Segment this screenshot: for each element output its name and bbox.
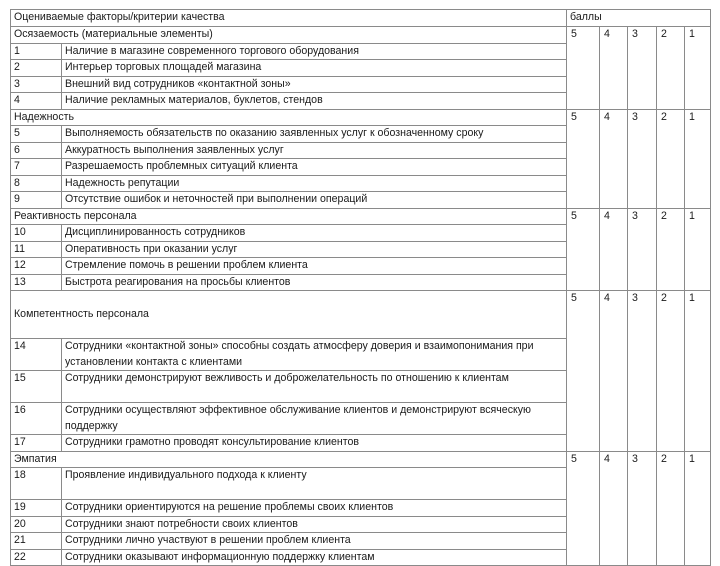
group-title: Реактивность персонала [11,208,567,225]
item-text: Сотрудники знают потребности своих клиентов [62,516,567,533]
item-number: 21 [11,533,62,550]
item-text: Выполняемость обязательств по оказанию заявленных услуг к обозначенному сроку [62,126,567,143]
score-2: 2 [657,208,685,291]
group-title: Надежность [11,109,567,126]
item-number: 2 [11,60,62,77]
item-number: 22 [11,549,62,566]
score-4: 4 [600,27,628,110]
item-text: Наличие рекламных материалов, буклетов, стендов [62,93,567,110]
item-text: Интерьер торговых площадей магазина [62,60,567,77]
group-row [11,27,711,44]
group-row [11,451,711,468]
item-text: Отсутствие ошибок и неточностей при выполнении операций [62,192,567,209]
item-number: 14 [11,339,62,371]
score-3: 3 [628,291,657,452]
item-text: Оперативность при оказании услуг [62,241,567,258]
item-number: 6 [11,142,62,159]
score-5: 5 [567,27,600,110]
item-text: Аккуратность выполнения заявленных услуг [62,142,567,159]
score-1: 1 [685,27,711,110]
item-text: Проявление индивидуального подхода к клиенту [62,468,567,500]
score-3: 3 [628,109,657,208]
item-text: Стремление помочь в решении проблем клиента [62,258,567,275]
score-2: 2 [657,291,685,452]
item-number: 9 [11,192,62,209]
item-number: 5 [11,126,62,143]
score-5: 5 [567,208,600,291]
item-number: 19 [11,500,62,517]
group-title: Осязаемость (материальные элементы) [11,27,567,44]
score-4: 4 [600,451,628,566]
score-5: 5 [567,451,600,566]
score-4: 4 [600,109,628,208]
item-number: 12 [11,258,62,275]
item-number: 8 [11,175,62,192]
score-3: 3 [628,27,657,110]
score-1: 1 [685,208,711,291]
item-text: Быстрота реагирования на просьбы клиентов [62,274,567,291]
score-1: 1 [685,109,711,208]
item-text: Наличие в магазине современного торгового оборудования [62,43,567,60]
score-4: 4 [600,208,628,291]
group-title: Компетентность персонала [11,291,567,339]
group-row [11,109,711,126]
item-number: 3 [11,76,62,93]
item-text: Надежность репутации [62,175,567,192]
item-number: 4 [11,93,62,110]
item-number: 20 [11,516,62,533]
quality-criteria-table [10,9,711,566]
score-2: 2 [657,451,685,566]
item-text: Дисциплинированность сотрудников [62,225,567,242]
score-2: 2 [657,27,685,110]
item-number: 15 [11,371,62,403]
item-text: Сотрудники осуществляют эффективное обслуживание клиентов и демонстрируют всяческую поддержку [62,403,567,435]
group-title: Эмпатия [11,451,567,468]
item-text: Сотрудники демонстрируют вежливость и доброжелательность по отношению к клиентам [62,371,567,403]
score-4: 4 [600,291,628,452]
item-text: Сотрудники оказывают информационную поддержку клиентам [62,549,567,566]
item-text: Разрешаемость проблемных ситуаций клиента [62,159,567,176]
item-number: 13 [11,274,62,291]
score-3: 3 [628,451,657,566]
score-header: баллы [567,10,711,27]
group-row [11,208,711,225]
item-number: 7 [11,159,62,176]
item-number: 11 [11,241,62,258]
item-number: 10 [11,225,62,242]
item-number: 1 [11,43,62,60]
item-number: 18 [11,468,62,500]
score-5: 5 [567,291,600,452]
item-text: Сотрудники грамотно проводят консультирование клиентов [62,435,567,452]
item-text: Сотрудники ориентируются на решение проблемы своих клиентов [62,500,567,517]
score-1: 1 [685,451,711,566]
score-1: 1 [685,291,711,452]
score-3: 3 [628,208,657,291]
item-number: 16 [11,403,62,435]
criteria-header: Оцениваемые факторы/критерии качества [11,10,567,27]
group-row [11,291,711,339]
score-5: 5 [567,109,600,208]
score-2: 2 [657,109,685,208]
item-text: Сотрудники лично участвуют в решении проблем клиента [62,533,567,550]
item-text: Сотрудники «контактной зоны» способны создать атмосферу доверия и взаимопонимания при установлении контакта с клиентами [62,339,567,371]
header-row [11,10,711,27]
item-text: Внешний вид сотрудников «контактной зоны» [62,76,567,93]
item-number: 17 [11,435,62,452]
